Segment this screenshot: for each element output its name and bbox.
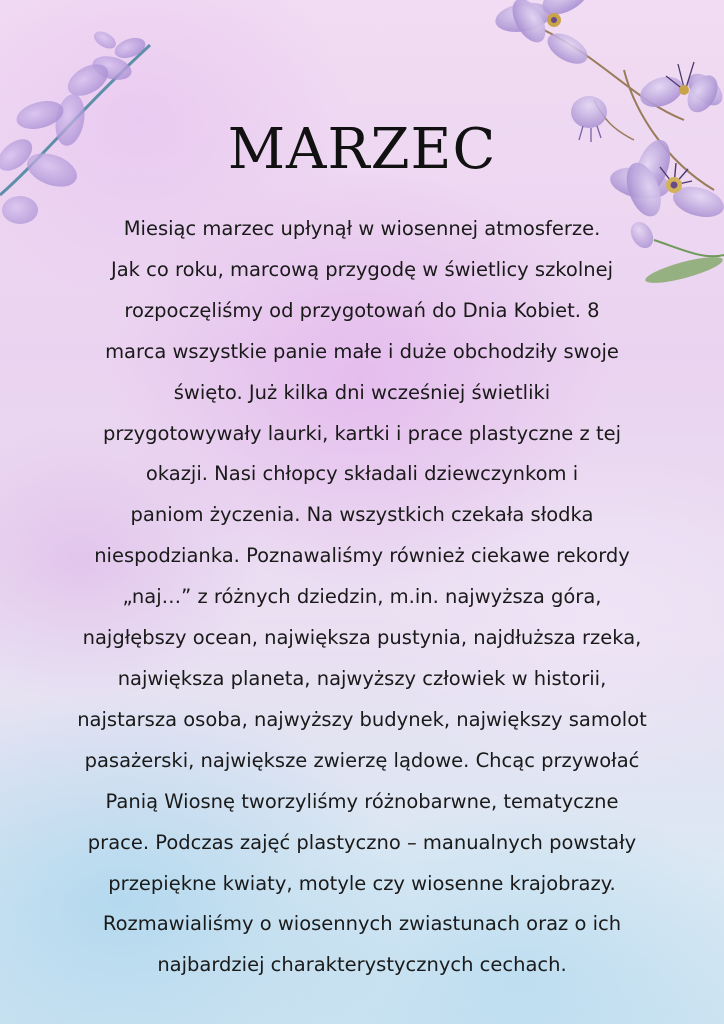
text-line: „naj…” z różnych dziedzin, m.in. najwyższa góra, [122, 585, 602, 609]
text-line: najbardziej charakterystycznych cechach. [157, 953, 567, 977]
page-title: MARZEC [227, 117, 497, 182]
text-line: pasażerski, największe zwierzę lądowe. Chcąc przywołać [84, 748, 640, 772]
text-line: Miesiąc marzec upłynął w wiosennej atmosferze. [123, 217, 601, 240]
text-line: największa planeta, najwyższy człowiek w historii, [117, 666, 607, 690]
text-line: Panią Wiosnę tworzyliśmy różnobarwne, tematyczne [105, 789, 619, 813]
text-line: przygotowywały laurki, kartki i prace plastyczne z tej [102, 421, 622, 445]
text-line: okazji. Nasi chłopcy składali dziewczynkom i [145, 462, 579, 486]
text-line: prace. Podczas zajęć plastyczno – manualnych powstały [87, 830, 637, 854]
text-line: najstarsza osoba, najwyższy budynek, największy samolot [77, 707, 647, 731]
text-line: najgłębszy ocean, największa pustynia, najdłuższa rzeka, [82, 626, 642, 650]
text-line: Jak co roku, marcową przygodę w świetlicy szkolnej [110, 257, 614, 281]
text-line: święto. Już kilka dni wcześniej świetliki [173, 380, 551, 404]
text-line: niespodzianka. Poznawaliśmy również ciekawe rekordy [94, 544, 630, 568]
text-line: paniom życzenia. Na wszystkich czekała słodka [130, 503, 594, 527]
text-line: Rozmawialiśmy o wiosennych zwiastunach oraz o ich [102, 912, 622, 936]
text-line: przepiękne kwiaty, motyle czy wiosenne krajobrazy. [108, 871, 616, 895]
article-body [30, 209, 694, 986]
text-line: marca wszystkie panie małe i duże obchodziły swoje [105, 339, 619, 363]
text-line: rozpoczęliśmy od przygotowań do Dnia Kobiet. 8 [124, 298, 600, 322]
